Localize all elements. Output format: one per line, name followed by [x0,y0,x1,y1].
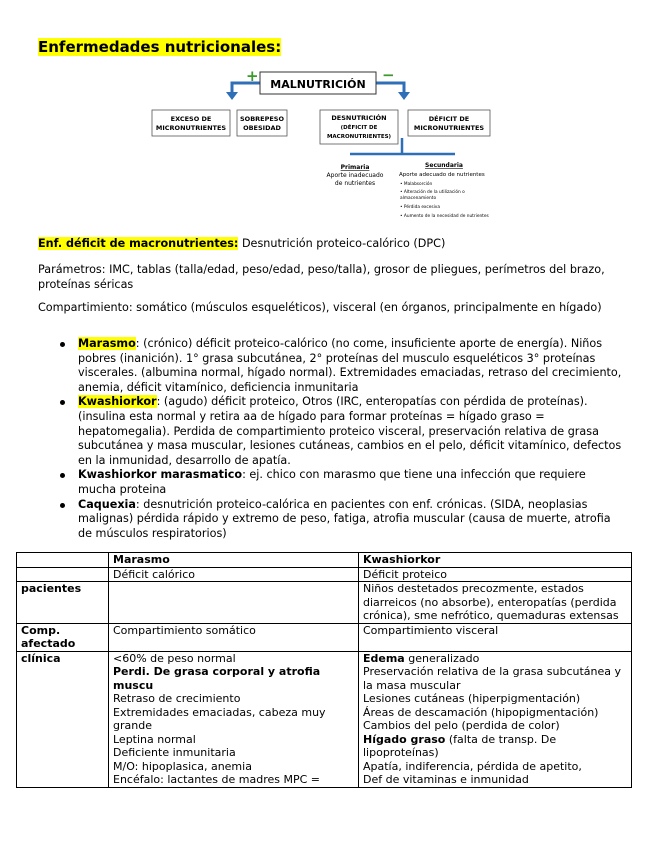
table-cell [17,567,109,582]
header-kwashiorkor: Kwashiorkor [359,553,632,568]
plus-icon: + [246,67,259,85]
bullet-icon [60,473,65,478]
table-cell [17,553,109,568]
box-deficit-line2: MICRONUTRIENTES [413,124,485,132]
clinica-kwash-line [363,652,627,666]
box-sobrepeso-line2: OBESIDAD [243,124,281,132]
bullet-icon [60,400,65,405]
primaria-line2: de nutrientes [334,180,376,187]
comp-marasmo: Compartimiento somático [109,623,359,651]
list-item [38,337,622,395]
clinica-marasmo-line: Extremidades emaciadas, cabeza muy grande [113,705,326,732]
clinica-marasmo [109,651,359,787]
row-label-clinica: clínica [17,651,109,787]
marasmo-text: : (crónico) déficit proteico-calórico (no come, insuficiente aporte de energía). Niños pobres (inanición). 1° grasa subcutánea, 2° proteínas del musculo esqueléticos 3° proteínas viscerales. (albumina normal, hígado normal). Extremidades emaciadas, retraso del crecimiento, anemia, déficit vitamínico, deficiencia inmunitaria [78,337,622,394]
root-label: MALNUTRICIÓN [270,78,366,91]
clinica-kwash-line: Preservación relativa de la grasa subcutánea y la masa muscular [363,665,622,692]
secundaria-item-2: • Alteración de la utilización o [400,190,465,195]
diagram-svg [150,66,504,227]
box-desnutricion-line3: MACRONUTRIENTES) [326,134,392,140]
edema-text: generalizado [404,651,480,665]
row-label-pacientes: pacientes [17,582,109,624]
left-arrow-head [226,92,238,100]
bullet-icon [60,503,65,508]
box-exceso [152,110,230,136]
parametros-paragraph: Parámetros: IMC, tablas (talla/edad, peso/edad, peso/talla), grosor de pliegues, perímetros del brazo, proteínas séricas [38,263,605,291]
malnutricion-diagram [150,66,504,227]
clinica-marasmo-line: <60% de peso normal [113,651,236,665]
box-exceso-line1: EXCESO DE [170,115,212,123]
subheader-marasmo: Déficit calórico [109,567,359,582]
clinica-kwash-line [363,733,627,760]
minus-icon: − [382,66,395,84]
box-deficit-line1: DÉFICIT DE [428,115,470,123]
secundaria-title: Secundaria [425,162,463,169]
clinica-kwashiorkor [359,651,632,787]
box-desnutricion-line2: (DÉFICIT DE [340,125,378,131]
table-cell [109,582,359,624]
comp-kwashiorkor: Compartimiento visceral [359,623,632,651]
pacientes-kwashiorkor: Niños destetados precozmente, estados diarreicos (no absorbe), enteropatías (perdida crónica), sme nefrótico, quemaduras extensas [359,582,632,624]
kwashiorkor-label: Kwashiorkor [78,395,157,409]
comparison-table [16,552,632,788]
caquexia-text: : desnutrición proteico-calórica en pacientes con enf. crónicas. (SIDA, neoplasias malignas) pérdida rápido y extremo de peso, fatiga, atrofia muscular (causa de muerte, atrofia de músculos respiratorios) [78,497,611,540]
box-sobrepeso [237,110,287,136]
caquexia-label: Caquexia [78,497,136,511]
title-text: Enfermedades nutricionales: [38,38,282,56]
primaria-line1: Aporte inadecuado [326,172,384,179]
compartimiento-paragraph: Compartimiento: somático (músculos esqueléticos), visceral (en órganos, principalmente en hígado) [38,301,602,314]
table-row [17,582,632,624]
clinica-marasmo-line: Encéfalo: lactantes de madres MPC = [113,773,320,786]
marasmo-label: Marasmo [78,337,136,350]
box-exceso-line2: MICRONUTRIENTES [155,124,227,132]
box-deficit [408,110,490,136]
kwashiorkor-text: : (agudo) déficit proteico, Otros (IRC, enteropatías con pérdida de proteínas). (insulina esta normal y retira aa de hígado para formar proteínas = hígado graso = hepatomegalia). Perdida de compartimiento proteico visceral, preservación relativa de grasa subcutánea y masa muscular, lesiones cutáneas, cambios en el pelo, déficit vitamínico, defectos en la inmunidad, desarrollo de apatía. [78,395,622,467]
table-row [17,651,632,787]
subheader-kwashiorkor: Déficit proteico [359,567,632,582]
secundaria-item-5: • Aumento de la necesidad de nutrientes [400,214,489,219]
table-row [17,553,632,568]
clinica-marasmo-line: M/O: hipoplasica, anemia [113,759,252,773]
macro-text: Desnutrición proteico-calórico (DPC) [238,237,446,250]
clinica-kwash-line: Lesiones cutáneas (hiperpigmentación) [363,692,581,705]
clinica-marasmo-line: Retraso de crecimiento [113,692,241,705]
clinica-kwash-line: Apatía, indiferencia, pérdida de apetito, [363,759,582,773]
bullet-icon [60,342,65,347]
higado-text: (falta de transp. De lipoproteínas) [363,732,557,759]
list-item [38,498,622,542]
box-sobrepeso-line1: SOBREPESO [239,115,285,123]
edema-label: Edema [363,651,405,665]
page-title [38,38,281,56]
kwashiorkor-marasmatico-text: : ej. chico con marasmo que tiene una infección que requiere mucha proteina [78,468,586,496]
row-label-comp: Comp. afectado [17,623,109,651]
secundaria-item-3: almacenamiento [400,196,437,201]
macro-label: Enf. déficit de macronutrientes: [38,237,239,250]
secundaria-item-1: • Malabsorción [400,182,433,187]
right-arrow-head [398,92,410,100]
kwashiorkor-marasmatico-label: Kwashiorkor marasmatico [78,468,243,482]
clinica-marasmo-line: Deficiente inmunitaria [113,746,236,759]
secundaria-item-4: • Pérdida excesiva [400,205,440,210]
list-item [38,395,622,468]
right-arrow-line [376,83,404,92]
list-item [38,468,622,497]
bullet-list [38,337,622,541]
box-desnutricion-line1: DESNUTRICIÓN [331,114,387,122]
clinica-marasmo-line: Perdi. De grasa corporal y atrofia muscu [113,665,321,692]
header-marasmo: Marasmo [109,553,359,568]
clinica-marasmo-line: Leptina normal [113,732,196,746]
primaria-title: Primaria [340,164,370,171]
higado-label: Hígado graso [363,732,446,746]
clinica-kwash-line: Cambios del pelo (perdida de color) [363,719,560,732]
clinica-kwash-line: Áreas de descamación (hipopigmentación) [363,705,599,719]
table-row [17,623,632,651]
macro-paragraph [38,236,618,251]
table-row [17,567,632,582]
clinica-kwash-line: Def de vitaminas e inmunidad [363,773,529,786]
secundaria-line1: Aporte adecuado de nutrientes [399,172,485,178]
